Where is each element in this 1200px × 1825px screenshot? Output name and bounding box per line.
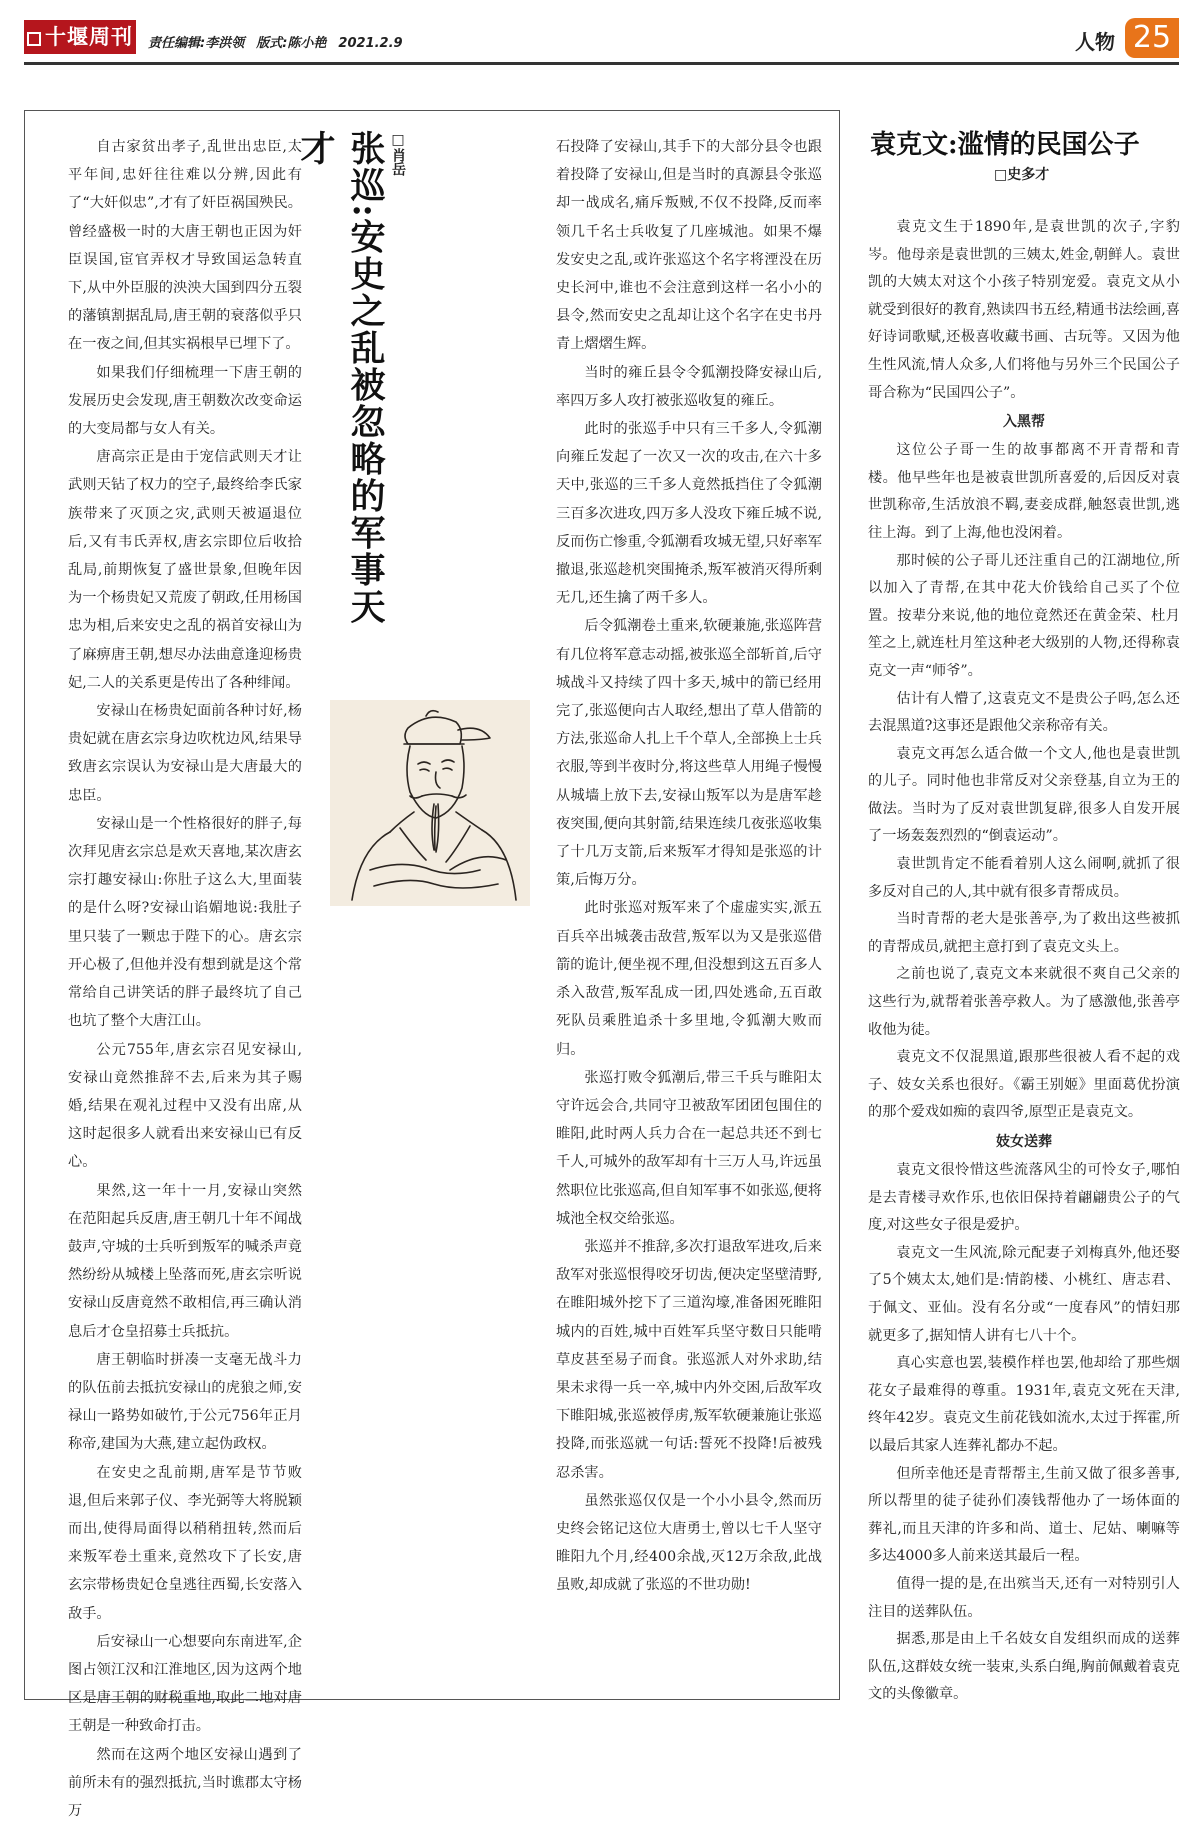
paragraph: 在安史之乱前期,唐军是节节败退,但后来郭子仪、李光弼等大将脱颖而出,使得局面得以稍稍扭转,然而后来叛军卷土重来,竟然攻下了长安,唐玄宗带杨贵妃仓皇逃往西蜀,长安落入敌手。 [68, 1464, 302, 1622]
article1-column-1 [68, 133, 302, 1825]
page-header [24, 18, 1179, 58]
paragraph: 袁克文不仅混黑道,跟那些很被人看不起的戏子、妓女关系也很好。《霸王别姬》里面葛优扮演的那个爱戏如痴的袁四爷,原型正是袁克文。 [868, 1049, 1180, 1121]
masthead-logo [24, 20, 136, 54]
paragraph: 当时青帮的老大是张善亭,为了救出这些被抓的青帮成员,就把主意打到了袁克文头上。 [868, 911, 1180, 955]
paragraph: 安禄山是一个性格很好的胖子,每次拜见唐玄宗总是欢天喜地,某次唐玄宗打趣安禄山:你肚子这么大,里面装的是什么呀?安禄山谄媚地说:我肚子里只装了一颗忠于陛下的心。唐玄宗开心极了,但他并没有想到就是这个常常给自己讲笑话的胖子最终坑了自己也坑了整个大唐江山。 [68, 815, 302, 1030]
paragraph: 当时的雍丘县令令狐潮投降安禄山后,率四万多人攻打被张巡收复的雍丘。 [556, 364, 822, 409]
paragraph: 那时候的公子哥儿还注重自己的江湖地位,所以加入了青帮,在其中花大价钱给自己买了个位置。按辈分来说,他的地位竟然还在黄金荣、杜月笙之上,就连杜月笙这种老大级别的人物,还得称袁克文一声“师爷”。 [868, 552, 1180, 679]
paragraph: 据悉,那是由上千名妓女自发组织而成的送葬队伍,这群妓女统一装束,头系白绳,胸前佩戴着袁克文的头像徽章。 [868, 1631, 1180, 1703]
paragraph: 这位公子哥一生的故事都离不开青帮和青楼。他早些年也是被袁世凯所喜爱的,后因反对袁世凯称帝,生活放浪不羁,妻妾成群,触怒袁世凯,逃往上海。到了上海,他也没闲着。 [868, 442, 1180, 541]
paragraph: 石投降了安禄山,其手下的大部分县令也跟着投降了安禄山,但是当时的真源县令张巡却一战成名,痛斥叛贼,不仅不投降,反而率领几千名士兵收复了几座城池。如果不爆发安史之乱,或许张巡这个名字将湮没在历史长河中,谁也不会注意到这样一名小小的县令,然而安史之乱却让这个名字在史书丹青上熠熠生辉。 [556, 139, 822, 353]
paragraph: 袁世凯肯定不能看着别人这么闹啊,就抓了很多反对自己的人,其中就有很多青帮成员。 [868, 856, 1180, 900]
paragraph: 之前也说了,袁克文本来就很不爽自己父亲的这些行为,就帮着张善亭救人。为了感激他,张善亭收他为徒。 [868, 966, 1180, 1038]
section-heading: 妓女送葬 [996, 1134, 1052, 1150]
paragraph: 唐高宗正是由于宠信武则天才让武则天钻了权力的空子,最终给李氏家族带来了灭顶之灾,武则天被逼退位后,又有韦氏弄权,唐玄宗即位后收拾乱局,前期恢复了盛世景象,但晚年因为一个杨贵妃又荒废了朝政,任用杨国忠为相,后来安史之乱的祸首安禄山为了麻痹唐王朝,想尽办法曲意逢迎杨贵妃,二人的关系更是传出了各种绯闻。 [68, 449, 302, 691]
paragraph: 唐王朝临时拼凑一支毫无战斗力的队伍前去抵抗安禄山的虎狼之师,安禄山一路势如破竹,于公元756年正月称帝,建国为大燕,建立起伪政权。 [68, 1351, 302, 1453]
paragraph: 袁克文一生风流,除元配妻子刘梅真外,他还娶了5个姨太太,她们是:情韵楼、小桃红、唐志君、于佩文、亚仙。没有名分或“一度春风”的情妇那就更多了,据知情人讲有七八十个。 [868, 1244, 1180, 1344]
section-heading: 入黑帮 [1003, 414, 1045, 431]
paragraph: 袁克文很怜惜这些流落风尘的可怜女子,哪怕是去青楼寻欢作乐,也依旧保持着翩翩贵公子的气度,对这些女子很是爱护。 [868, 1162, 1180, 1234]
layout-designer: 版式:陈小艳 [256, 36, 327, 51]
article1-column-2 [556, 133, 822, 1600]
section-label: 人物 [1075, 30, 1115, 54]
paragraph: 自古家贫出孝子,乱世出忠臣,太平年间,忠奸往往难以分辨,因此有了“大奸似忠”,才有了奸臣祸国殃民。曾经盛极一时的大唐王朝也正因为奸臣误国,宦官弄权才导致国运急转直下,从中外臣服的泱泱大国到四分五裂的藩镇割据乱局,唐王朝的衰落似乎只在一夜之间,但其实祸根早已埋下了。 [68, 139, 302, 353]
paragraph: 估计有人懵了,这袁克文不是贵公子吗,怎么还去混黑道?这事还是跟他父亲称帝有关。 [868, 690, 1180, 735]
paragraph: 张巡打败令狐潮后,带三千兵与睢阳太守许远会合,共同守卫被敌军团团包围住的睢阳,此时两人兵力合在一起总共还不到七千人,可城外的敌军却有十三万人马,许远虽然职位比张巡高,但自知军事不如张巡,便将城池全权交给张巡。 [556, 1069, 822, 1227]
header-rule [24, 62, 1179, 65]
article2-body [868, 214, 1180, 1709]
paragraph: 公元755年,唐玄宗召见安禄山,安禄山竟然推辞不去,后来为其子赐婚,结果在观礼过程中又没有出席,从这时起很多人就看出来安禄山已有反心。 [68, 1041, 302, 1171]
paragraph: 然而在这两个地区安禄山遇到了前所未有的强烈抵抗,当时谯郡太守杨万 [68, 1746, 302, 1819]
logo-square-icon [27, 32, 41, 46]
paragraph: 虽然张巡仅仅是一个小小县令,然而历史终会铭记这位大唐勇士,曾以七千人坚守睢阳九个月,经400余战,灭12万余敌,此战虽败,却成就了张巡的不世功勋! [556, 1492, 822, 1594]
paragraph: 安禄山在杨贵妃面前各种讨好,杨贵妃就在唐玄宗身边吹枕边风,结果导致唐玄宗误认为安禄山是大唐最大的忠臣。 [68, 703, 302, 804]
paragraph: 果然,这一年十一月,安禄山突然在范阳起兵反唐,唐王朝几十年不闻战鼓声,守城的士兵听到叛军的喊杀声竟然纷纷从城楼上坠落而死,唐玄宗听说安禄山反唐竟然不敢相信,再三确认消息后才仓皇招募士兵抵抗。 [68, 1182, 302, 1340]
article2-byline: □史多才 [994, 167, 1050, 183]
article2-title: 袁克文:滥情的民国公子 [870, 130, 1140, 160]
paragraph: 后安禄山一心想要向东南进军,企图占领江汉和江淮地区,因为这两个地区是唐王朝的财税重地,取此二地对唐王朝是一种致命打击。 [68, 1633, 302, 1735]
masthead-title: 十堰周刊 [45, 24, 133, 49]
issue-date: 2021.2.9 [338, 36, 403, 51]
paragraph: 袁克文再怎么适合做一个文人,他也是袁世凯的儿子。同时他也非常反对父亲登基,自立为王的做法。当时为了反对袁世凯复辟,很多人自发开展了一场轰轰烈烈的“倒袁运动”。 [868, 745, 1180, 845]
paragraph: 后令狐潮卷土重来,软硬兼施,张巡阵营有几位将军意志动摇,被张巡全部斩首,后守城战斗又持续了四十多天,城中的箭已经用完了,张巡便向古人取经,想出了草人借箭的方法,张巡命人扎上千个草人,全部换上士兵衣服,等到半夜时分,将这些草人用绳子慢慢从城墙上放下去,安禄山叛军以为是唐军趁夜突围,便向其射箭,结果连续几夜张巡收集了十几万支箭,后来叛军才得知是张巡的计策,后悔万分。 [556, 618, 822, 889]
portrait-sketch [330, 700, 530, 906]
paragraph: 张巡并不推辞,多次打退敌军进攻,后来敌军对张巡恨得咬牙切齿,便决定坚壁清野,在睢阳城外挖下了三道沟壕,准备困死睢阳城内的百姓,城中百姓军兵坚守数日只能啃草皮甚至易子而食。张巡派人对外求助,结果未求得一兵一卒,城中内外交困,后敌军攻下睢阳城,张巡被俘虏,叛军软硬兼施让张巡投降,而张巡就一句话:誓死不投降!后被残忍杀害。 [556, 1238, 822, 1481]
paragraph: 袁克文生于1890年,是袁世凯的次子,字豹岑。他母亲是袁世凯的三姨太,姓金,朝鲜人。袁世凯的大姨太对这个小孩子特别宠爱。袁克文从小就受到很好的教育,熟读四书五经,精通书法绘画,喜好诗词歌赋,还极喜收藏书画、古玩等。又因为他生性风流,情人众多,人们将他与另外三个民国公子哥合称为“民国四公子”。 [868, 219, 1180, 401]
editor-credits [148, 32, 415, 51]
portrait-illustration [330, 700, 530, 906]
paragraph: 此时的张巡手中只有三千多人,令狐潮向雍丘发起了一次又一次的攻击,在六十多天中,张巡的三千多人竟然抵挡住了令狐潮三百多次进攻,四万多人没攻下雍丘城不说,反而伤亡惨重,令狐潮看攻城无望,只好率军撤退,张巡趁机突围掩杀,叛军被消灭得所剩无几,还生擒了两千多人。 [556, 421, 822, 607]
page-number: 25 [1125, 18, 1179, 58]
paragraph: 如果我们仔细梳理一下唐王朝的发展历史会发现,唐王朝数次改变命运的大变局都与女人有关。 [68, 364, 302, 438]
paragraph: 真心实意也罢,装模作样也罢,他却给了那些烟花女子最难得的尊重。1931年,袁克文死在天津,终年42岁。袁克文生前花钱如流水,太过于挥霍,所以最后其家人连葬礼都办不起。 [868, 1355, 1180, 1454]
article1-title: 张巡:安史之乱被忽略的军事天才 [295, 130, 386, 626]
paragraph: 此时张巡对叛军来了个虚虚实实,派五百兵卒出城袭击敌营,叛军以为又是张巡借箭的诡计,便坐视不理,但没想到这五百多人杀入敌营,叛军乱成一团,四处逃命,五百敢死队员乘胜追杀十多里地,令狐潮大败而归。 [556, 900, 822, 1058]
article1-byline: □肖岳 [390, 132, 406, 176]
editor-name: 责任编辑:李洪领 [148, 36, 245, 51]
paragraph: 值得一提的是,在出殡当天,还有一对特别引人注目的送葬队伍。 [868, 1575, 1180, 1620]
paragraph: 但所幸他还是青帮帮主,生前又做了很多善事,所以帮里的徒子徒孙们凑钱帮他办了一场体面的葬礼,而且天津的许多和尚、道士、尼姑、喇嘛等多达4000多人前来送其最后一程。 [868, 1465, 1180, 1565]
